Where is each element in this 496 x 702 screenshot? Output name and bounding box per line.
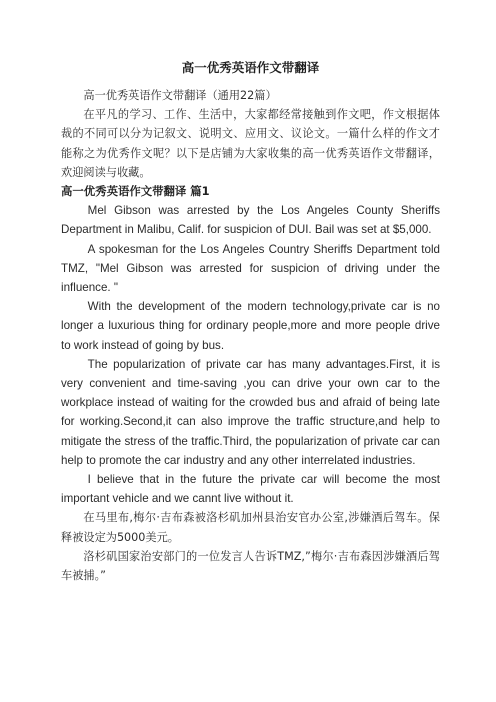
intro-paragraph: 在平凡的学习、工作、生活中，大家都经常接触到作文吧，作文根据体裁的不同可以分为记叙文、说明文、应用文、议论文。一篇什么样的作文才能称之为优秀作文呢？以下是店铺为大家收集的高一优秀英语作文带翻译，欢迎阅读与收藏。 — [61, 108, 440, 179]
chinese-paragraph-1: 在马里布,梅尔·吉布森被洛杉矶加州县治安官办公室,涉嫌酒后驾车。保释被设定为5000美元。 — [61, 511, 440, 544]
document-title: 高一优秀英语作文带翻译 — [181, 60, 320, 75]
english-paragraph-5: I believe that in the future the private car will become the most important vehicle and we cannt live without it. — [61, 473, 440, 506]
english-paragraph-4: The popularization of private car has many advantages.First, it is very convenient and time-saving ,you can drive your own car to the workplace instead of waiting for the crowded bus and afraid of being late for working.Second,it can also improve the traffic structure,and help to mitigate the stress of the traffic.Third, the popularization of private car can help to promote the car industry and any other interrelated industries. — [61, 357, 440, 467]
english-paragraph-1: Mel Gibson was arrested by the Los Angeles County Sheriffs Department in Malibu, Calif. for suspicion of DUI. Bail was set at $5,000. — [61, 204, 440, 237]
chinese-paragraph-2: 洛杉矶国家治安部门的一位发言人告诉TMZ,”梅尔·吉布森因涉嫌酒后驾车被捕。” — [61, 549, 440, 583]
english-paragraph-2: A spokesman for the Los Angeles Country Sheriffs Department told TMZ, "Mel Gibson was arrested for suspicion of driving under the influence. " — [61, 242, 440, 295]
english-paragraph-3: With the development of the modern technology,private car is no longer a luxurious thing for ordinary people,more and more people drive to work instead of going by bus. — [61, 300, 440, 352]
section-heading: 高一优秀英语作文带翻译 篇1 — [61, 184, 210, 199]
document-subtitle: 高一优秀英语作文带翻译（通用22篇） — [83, 89, 277, 102]
